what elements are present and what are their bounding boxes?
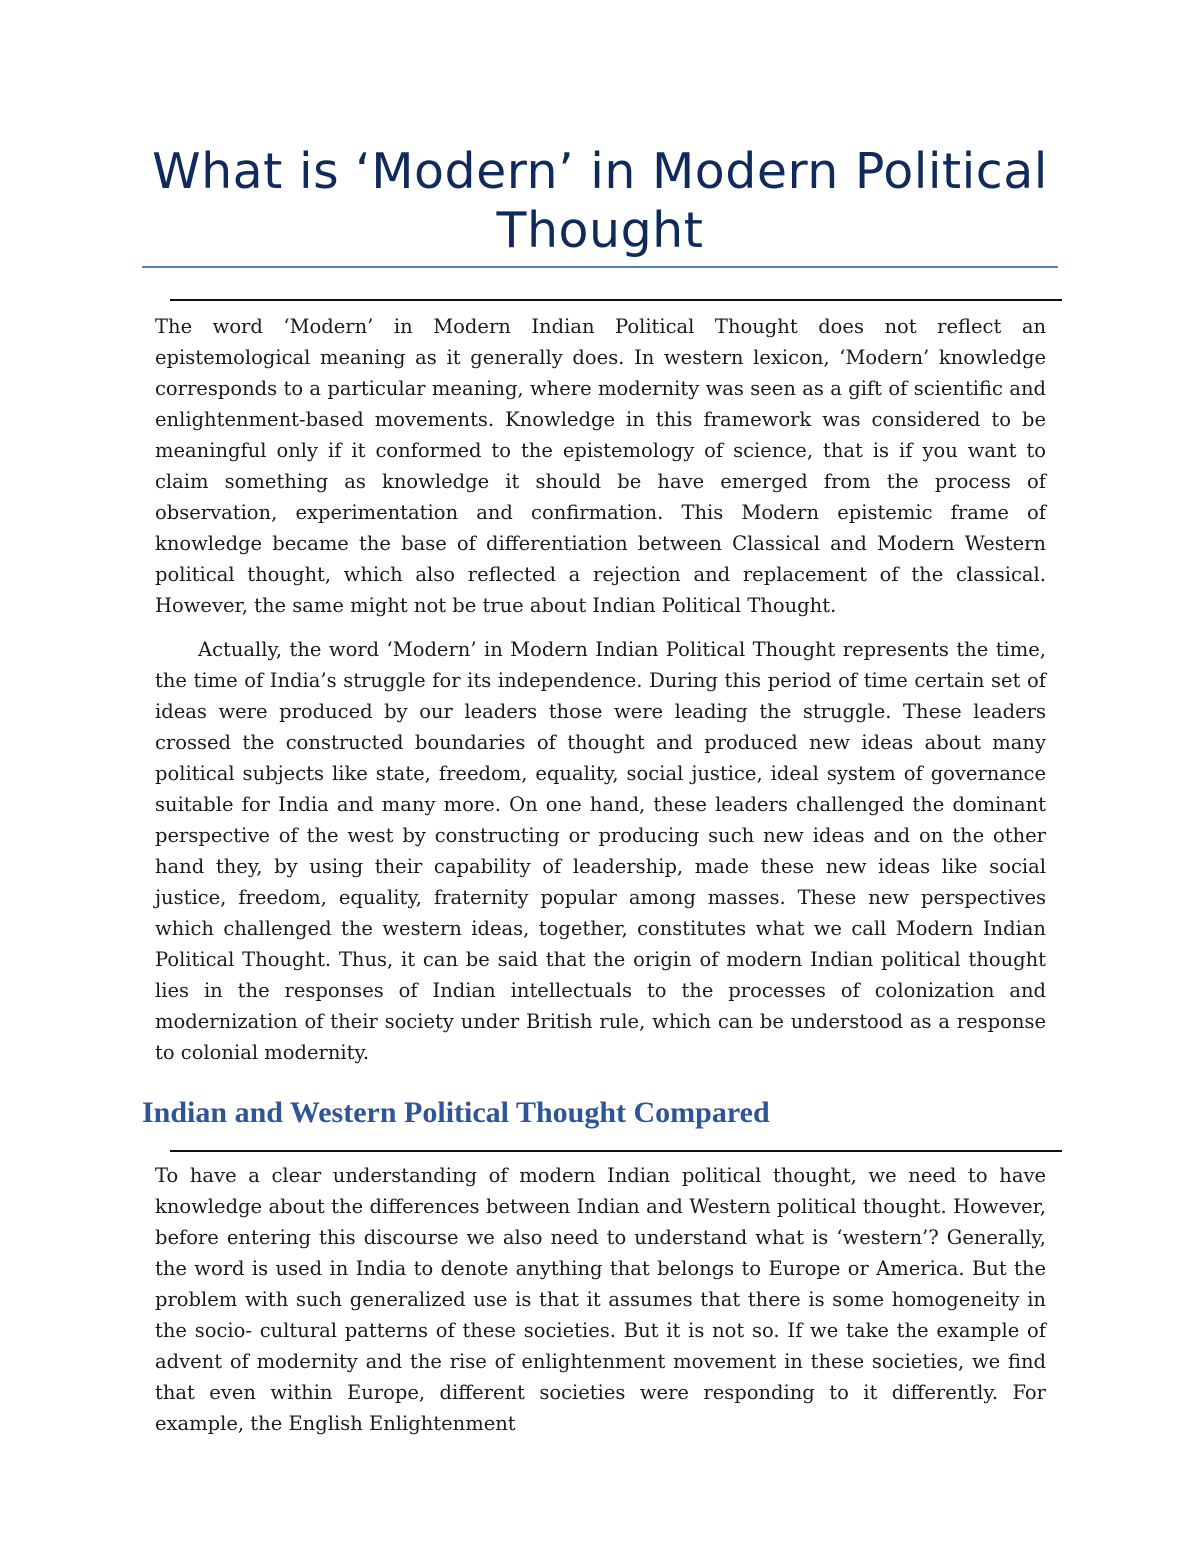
document-title: What is ‘Modern’ in Modern Political Thought	[152, 143, 1048, 259]
body-paragraph: The word ‘Modern’ in Modern Indian Political Thought does not reflect an epistemological meaning as it generally does. In western lexicon, ‘Modern’ knowledge corresponds to a particular meaning, where modernity was seen as a gift of scientific and enlightenment-based movements. Knowledge in this framework was considered to be meaningful only if it conformed to the epistemology of science, that is if you want to claim something as knowledge it should be have emerged from the process of observation, experimentation and confirmation. This Modern epistemic frame of knowledge became the base of differentiation between Classical and Modern Western political thought, which also reflected a rejection and replacement of the classical. However, the same might not be true about Indian Political Thought.	[155, 315, 1046, 617]
body-paragraph: To have a clear understanding of modern Indian political thought, we need to have knowledge about the differences between Indian and Western political thought. However, before entering this discourse we also need to understand what is ‘western’? Generally, the word is used in India to denote anything that belongs to Europe or America. But the problem with such generalized use is that it assumes that there is some homogeneity in the socio- cultural patterns of these societies. But it is not so. If we take the example of advent of modernity and the rise of enlightenment movement in these societies, we find that even within Europe, different societies were responding to it differently. For example, the English Enlightenment	[155, 1164, 1046, 1435]
section-divider	[170, 1150, 1062, 1152]
section-divider	[170, 299, 1062, 301]
title-underline	[142, 266, 1058, 268]
body-paragraph: Actually, the word ‘Modern’ in Modern Indian Political Thought represents the time, the time of India’s struggle for its independence. During this period of time certain set of ideas were produced by our leaders those were leading the struggle. These leaders crossed the constructed boundaries of thought and produced new ideas about many political subjects like state, freedom, equality, social justice, ideal system of governance suitable for India and many more. On one hand, these leaders challenged the dominant perspective of the west by constructing or producing such new ideas and on the other hand they, by using their capability of leadership, made these new ideas like social justice, freedom, equality, fraternity popular among masses. These new perspectives which challenged the western ideas, together, constitutes what we call Modern Indian Political Thought. Thus, it can be said that the origin of modern Indian political thought lies in the responses of Indian intellectuals to the processes of colonization and modernization of their society under British rule, which can be understood as a response to colonial modernity.	[155, 638, 1046, 1064]
section-heading: Indian and Western Political Thought Compared	[142, 1096, 770, 1129]
